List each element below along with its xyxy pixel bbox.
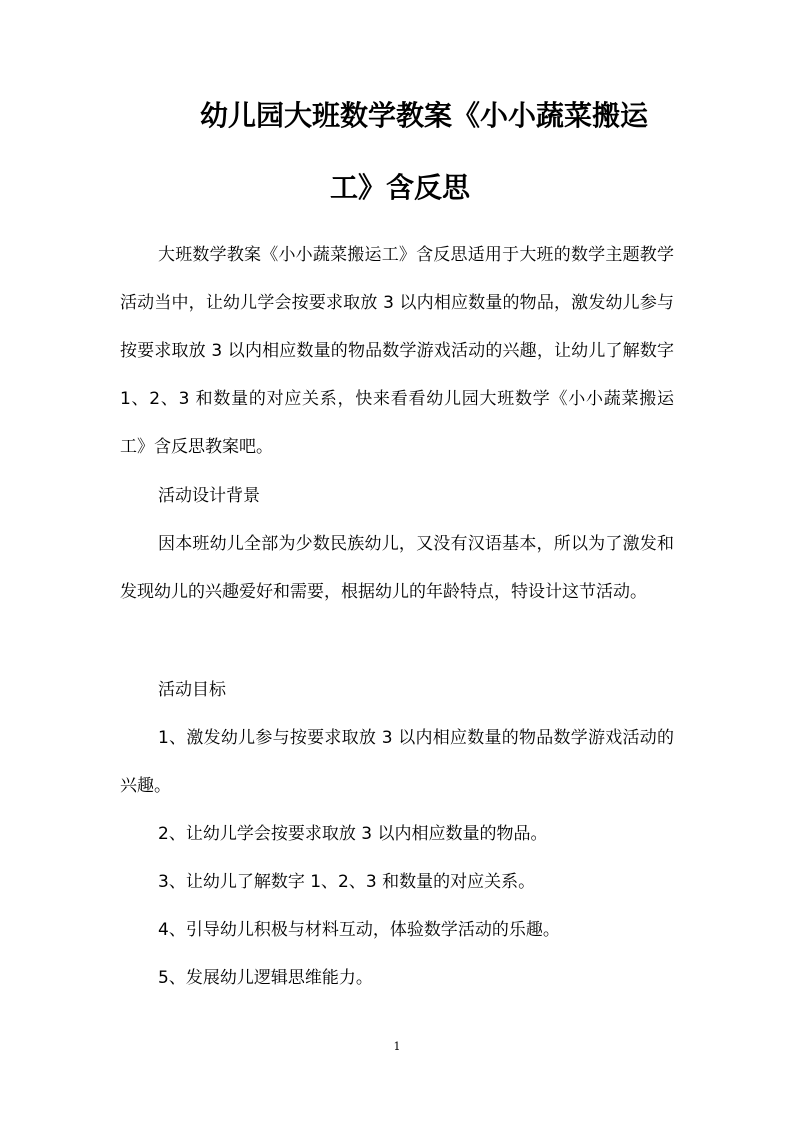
goal-item-4: 4、引导幼儿积极与材料互动，体验数学活动的乐趣。	[158, 920, 560, 940]
section-heading-goals: 活动目标	[158, 680, 226, 700]
goal-item-5: 5、发展幼儿逻辑思维能力。	[158, 968, 373, 988]
document-title-line-2: 工》含反思	[330, 171, 471, 204]
document-title-line-1: 幼儿园大班数学教案《小小蔬菜搬运	[200, 99, 649, 132]
goal-item-1: 1、激发幼儿参与按要求取放 3 以内相应数量的物品数学游戏活动的兴趣。	[120, 728, 674, 796]
section-heading-background: 活动设计背景	[158, 486, 260, 506]
goal-item-3: 3、让幼儿了解数字 1、2、3 和数量的对应关系。	[158, 872, 536, 892]
background-paragraph: 因本班幼儿全部为少数民族幼儿，又没有汉语基本，所以为了激发和发现幼儿的兴趣爱好和需要，根据幼儿的年龄特点，特设计这节活动。	[120, 534, 674, 602]
page-number: 1	[393, 1040, 401, 1053]
goal-item-2: 2、让幼儿学会按要求取放 3 以内相应数量的物品。	[158, 824, 548, 844]
intro-paragraph: 大班数学教案《小小蔬菜搬运工》含反思适用于大班的数学主题教学活动当中，让幼儿学会按要求取放 3 以内相应数量的物品，激发幼儿参与按要求取放 3 以内相应数量的物品数学游戏活动的兴趣，让幼儿了解数字 1、2、3 和数量的对应关系，快来看看幼儿园大班数学《小小蔬菜搬运工》含反思教案吧。	[120, 245, 674, 457]
